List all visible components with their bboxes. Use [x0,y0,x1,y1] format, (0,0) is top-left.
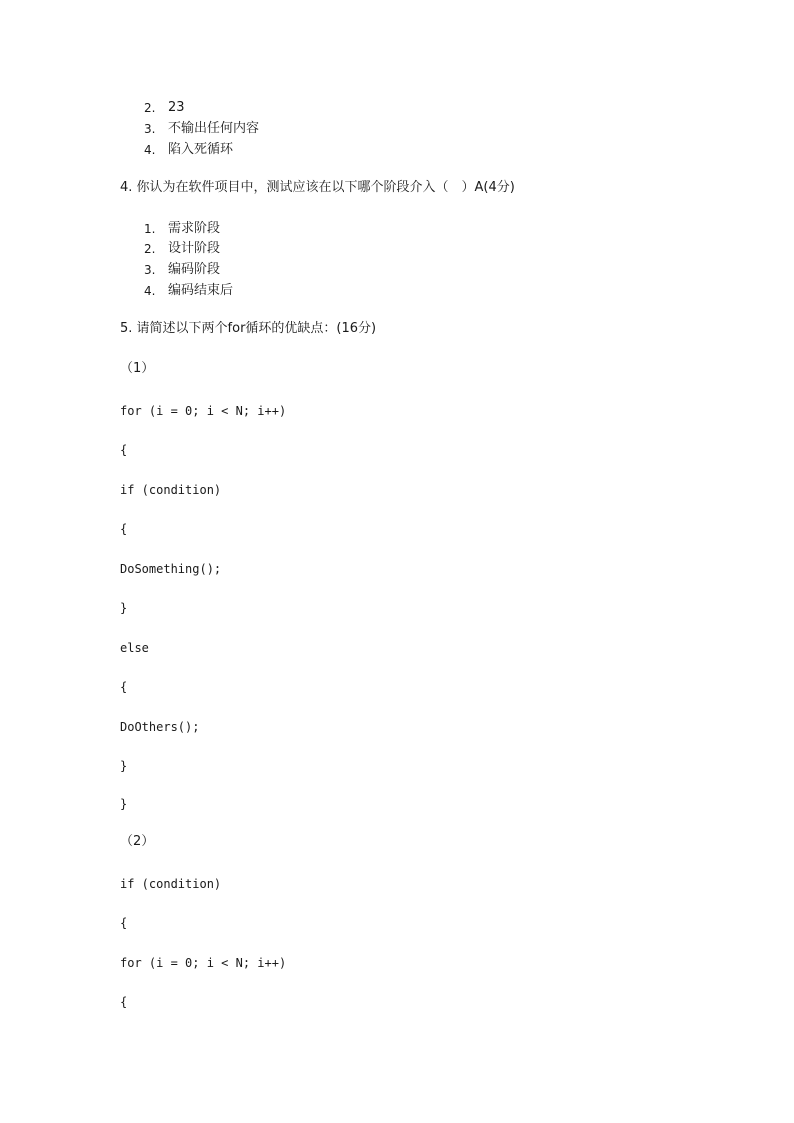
q4-option-4-number: 4. [144,284,156,298]
code-line: else [120,641,149,655]
q3-option-3-text: 不输出任何内容 [168,121,260,136]
q4-option-3-number: 3. [144,263,156,277]
q3-option-2-text: 23 [168,100,185,115]
q4-option-2-number: 2. [144,242,156,256]
q3-option-3-number: 3. [144,122,156,136]
q4-question: 4. 你认为在软件项目中，测试应该在以下哪个阶段介入（ ）A(4分) [120,180,515,195]
code-line: for (i = 0; i < N; i++) [120,404,287,418]
code-line: { [120,522,128,536]
q3-option-4-number: 4. [144,143,156,157]
q4-option-1-text: 需求阶段 [168,221,221,236]
q3-option-2-number: 2. [144,101,156,115]
code-line: DoOthers(); [120,720,200,734]
code-line: } [120,797,128,811]
q3-option-4-text: 陷入死循环 [168,142,234,157]
code-line: DoSomething(); [120,562,222,576]
q4-option-1-number: 1. [144,222,156,236]
code-line: if (condition) [120,877,222,891]
code-line: for (i = 0; i < N; i++) [120,956,287,970]
code-line: if (condition) [120,483,222,497]
q5-part1-label: （1） [120,361,155,376]
code-line: } [120,601,128,615]
code-line: { [120,443,128,457]
q4-option-2-text: 设计阶段 [168,241,221,256]
code-line: } [120,759,128,773]
q4-option-4-text: 编码结束后 [168,283,234,298]
code-line: { [120,916,128,930]
q5-question: 5. 请简述以下两个for循环的优缺点：(16分) [120,321,377,336]
code-line: { [120,680,128,694]
code-line: { [120,995,128,1009]
q4-option-3-text: 编码阶段 [168,262,221,277]
q5-part2-label: （2） [120,834,155,849]
